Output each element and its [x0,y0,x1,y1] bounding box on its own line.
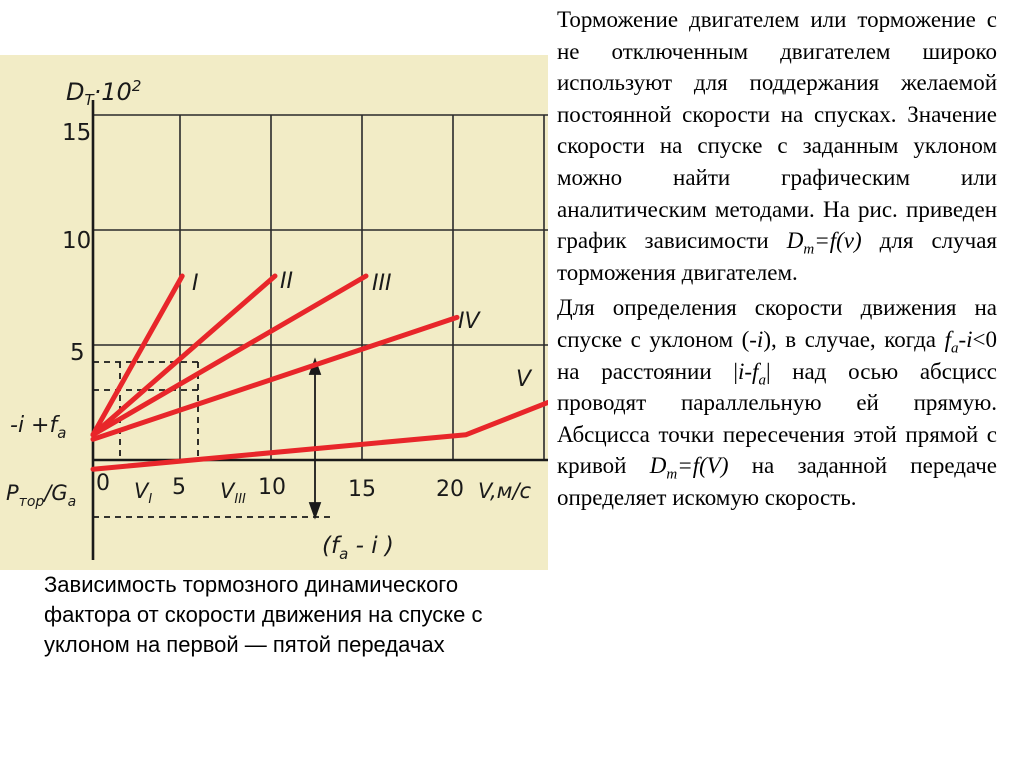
paragraph-2: Для определения скорости движения на спуске с уклоном (-i), в случае, когда $f_a-i<0$ на расстоянии $|i-f_a|$ над осью абсцисс проводят параллельную ей прямую. Абсцисса точки пересечения этой прямой с кривой $D_m=f(V)$ на заданной передаче определяет искомую скорость. [557,295,998,510]
text-column [557,4,997,518]
gear-label-I: I [192,271,199,296]
series-layer [93,276,548,469]
braking-factor-chart [0,55,548,570]
y-axis-title: $D_Т\cdot 10^2$ [66,77,142,109]
y-tick-label: 5 [70,340,85,366]
construction-lines [93,362,330,517]
x-tick-label: 5 [172,475,186,500]
chart-figure [0,55,548,570]
x-tick-label: 15 [348,477,376,502]
gear-label-II: II [280,269,293,294]
neg-i-plus-fa-label: $-i +f_a$ [10,413,67,442]
figure-caption: Зависимость тормозного динамического фактора от скорости движения на спуске с уклоном на первой — пятой передачах [44,572,483,657]
double-arrow [310,360,320,517]
x-tick-label: 20 [436,477,464,502]
gear-label-IV: IV [458,309,480,334]
x-tick-label: 10 [258,475,286,500]
x-tick-label: 0 [96,471,110,496]
fa-minus-i-label: ($f_a$ - i ) [322,533,394,563]
v3-marker-label: $V_{III}$ [220,479,246,507]
y-tick-label: 15 [62,120,92,146]
y-tick-label: 10 [62,228,92,254]
v1-marker-label: $V_I$ [134,479,153,507]
ptop-ga-label: $P_{тор}/G_a$ [6,481,77,510]
grid [93,115,548,460]
gear-label-III: III [372,271,392,296]
arrow-head-down [310,503,320,517]
gear-label-V: V [516,367,532,392]
x-axis-title: V,м/с [478,479,532,503]
series-line-III [93,276,366,435]
paragraph-1: Торможение двигателем или торможение с не отключенным двигателем широко используют для поддержания желаемой постоянной скорости на спусках. Значение скорости на спуске с заданным уклоном можно найти графическим или аналитическим методами. На рис. приведен график зависимости $D_m=f(v)$ для случая торможения двигателем. [557,7,997,285]
